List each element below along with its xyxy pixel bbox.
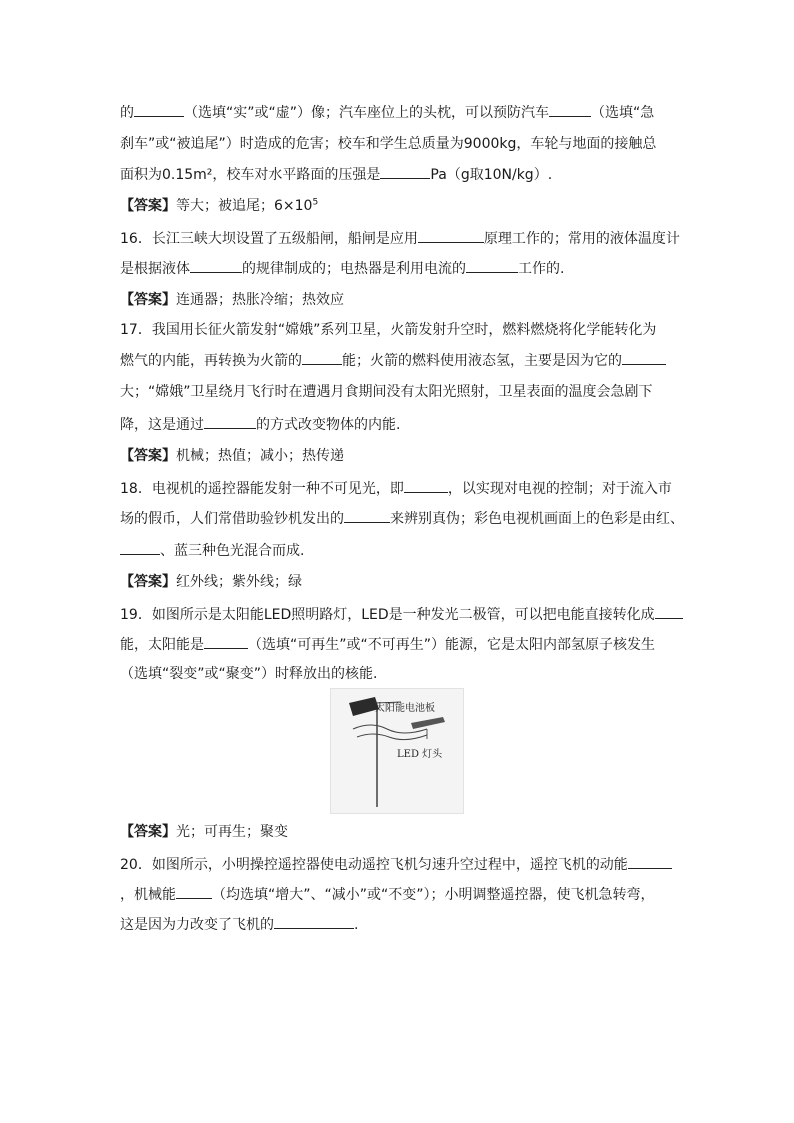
text: ，机械能 bbox=[120, 887, 176, 903]
answer-blank bbox=[418, 228, 484, 243]
q18-line-1 bbox=[120, 478, 680, 499]
answer-18 bbox=[120, 572, 680, 592]
q16-line-2 bbox=[120, 258, 680, 279]
text: Pa（g取10N/kg）. bbox=[430, 167, 553, 183]
answer-tag: 【答案】 bbox=[120, 292, 176, 308]
answer-blank bbox=[120, 540, 160, 555]
text: 是根据液体 bbox=[120, 261, 190, 277]
text: 场的假币，人们常借助验钞机发出的 bbox=[120, 511, 344, 527]
text: 19．如图所示是太阳能LED照明路灯，LED是一种发光二极管，可以把电能直接转化成 bbox=[120, 607, 655, 623]
answer-text: 光；可再生；聚变 bbox=[176, 824, 288, 840]
q19-line-2 bbox=[120, 634, 680, 655]
q20-line-2 bbox=[120, 884, 680, 905]
q17-line-2 bbox=[120, 350, 680, 371]
q19-line-1 bbox=[120, 604, 680, 625]
text: 面积为0.15m²，校车对水平路面的压强是 bbox=[120, 167, 381, 183]
text: 、蓝三种色光混合而成. bbox=[160, 543, 305, 559]
answer-tag: 【答案】 bbox=[120, 824, 176, 840]
answer-tag: 【答案】 bbox=[120, 574, 176, 590]
text: ，以实现对电视的控制；对于流入市 bbox=[447, 481, 672, 497]
text: 来辨别真伪；彩色电视机画面上的色彩是由红、 bbox=[390, 511, 684, 527]
text: （均选填“增大”、“减小”或“不变”）；小明调整遥控器，使飞机急转弯， bbox=[212, 887, 655, 903]
q20-line-1 bbox=[120, 854, 680, 875]
answer-text: 连通器；热胀冷缩；热效应 bbox=[176, 292, 344, 308]
text: （选填“急 bbox=[591, 105, 655, 121]
q15-line-3 bbox=[120, 164, 680, 185]
text: （选填“裂变”或“聚变”）时释放出的核能. bbox=[120, 666, 378, 682]
answer-16 bbox=[120, 290, 680, 310]
q18-line-2 bbox=[120, 508, 684, 529]
text: 17．我国用长征火箭发射“嫦娥”系列卫星，火箭发射升空时，燃料燃烧将化学能转化为 bbox=[120, 322, 657, 338]
text: 的 bbox=[120, 105, 134, 121]
text: 刹车”或“被追尾”）时造成的危害；校车和学生总质量为9000kg，车轮与地面的接触总 bbox=[120, 136, 657, 152]
text: （选填“可再生”或“不可再生”）能源，它是太阳内部氢原子核发生 bbox=[248, 637, 656, 653]
answer-tag: 【答案】 bbox=[120, 448, 176, 464]
label-solar-panel: 太阳能电池板 bbox=[375, 703, 435, 714]
text: 这是因为力改变了飞机的 bbox=[120, 917, 274, 933]
text: 18．电视机的遥控器能发射一种不可见光，即 bbox=[120, 481, 404, 497]
answer-blank bbox=[190, 258, 242, 273]
text: 降，这是通过 bbox=[120, 417, 204, 433]
text: 工作的. bbox=[518, 261, 565, 277]
q17-line-4 bbox=[120, 414, 680, 435]
answer-blank bbox=[628, 854, 672, 869]
q17-line-1 bbox=[120, 320, 680, 340]
text: 大；“嫦娥”卫星绕月飞行时在遭遇月食期间没有太阳光照射，卫星表面的温度会急剧下 bbox=[120, 384, 653, 400]
text: . bbox=[354, 917, 359, 933]
answer-blank bbox=[344, 508, 390, 523]
q15-line-2 bbox=[120, 134, 680, 154]
answer-text: 红外线；紫外线；绿 bbox=[176, 574, 302, 590]
answer-15 bbox=[120, 196, 680, 216]
answer-19 bbox=[120, 822, 680, 842]
answer-text: 机械；热值；减小；热传递 bbox=[176, 448, 344, 464]
text: 的规律制成的；电热器是利用电流的 bbox=[242, 261, 466, 277]
label-led-head: LED 灯头 bbox=[397, 749, 443, 760]
answer-blank bbox=[274, 914, 354, 929]
superscript: 5 bbox=[312, 197, 319, 208]
answer-blank bbox=[204, 414, 256, 429]
answer-blank bbox=[549, 102, 591, 117]
q20-line-3 bbox=[120, 914, 680, 935]
text: 原理工作的；常用的液体温度计 bbox=[483, 231, 680, 247]
answer-blank bbox=[204, 634, 248, 649]
answer-tag: 【答案】 bbox=[120, 198, 176, 214]
text: 燃气的内能，再转换为火箭的 bbox=[120, 353, 302, 369]
answer-text: 等大；被追尾；6×10 bbox=[176, 198, 313, 214]
answer-blank bbox=[466, 258, 518, 273]
answer-blank bbox=[655, 604, 683, 619]
q16-line-1 bbox=[120, 228, 680, 249]
answer-blank bbox=[380, 164, 430, 179]
text: （选填“实”或“虚”）像；汽车座位上的头枕，可以预防汽车 bbox=[184, 105, 550, 121]
q18-line-3 bbox=[120, 540, 680, 561]
text: 能；火箭的燃料使用液态氢，主要是因为它的 bbox=[342, 353, 622, 369]
text: 16．长江三峡大坝设置了五级船闸，船闸是应用 bbox=[120, 231, 418, 247]
solar-led-streetlight-figure bbox=[330, 688, 464, 814]
text: 的方式改变物体的内能. bbox=[256, 417, 401, 433]
text: 能，太阳能是 bbox=[120, 637, 204, 653]
q17-line-3 bbox=[120, 382, 680, 402]
answer-blank bbox=[134, 102, 184, 117]
answer-blank bbox=[176, 884, 212, 899]
answer-blank bbox=[404, 478, 448, 493]
text: 20．如图所示，小明操控遥控器使电动遥控飞机匀速升空过程中，遥控飞机的动能 bbox=[120, 857, 628, 873]
answer-17 bbox=[120, 446, 680, 466]
answer-blank bbox=[302, 350, 342, 365]
q19-line-3 bbox=[120, 664, 680, 684]
answer-blank bbox=[622, 350, 666, 365]
q15-line-1 bbox=[120, 102, 680, 123]
